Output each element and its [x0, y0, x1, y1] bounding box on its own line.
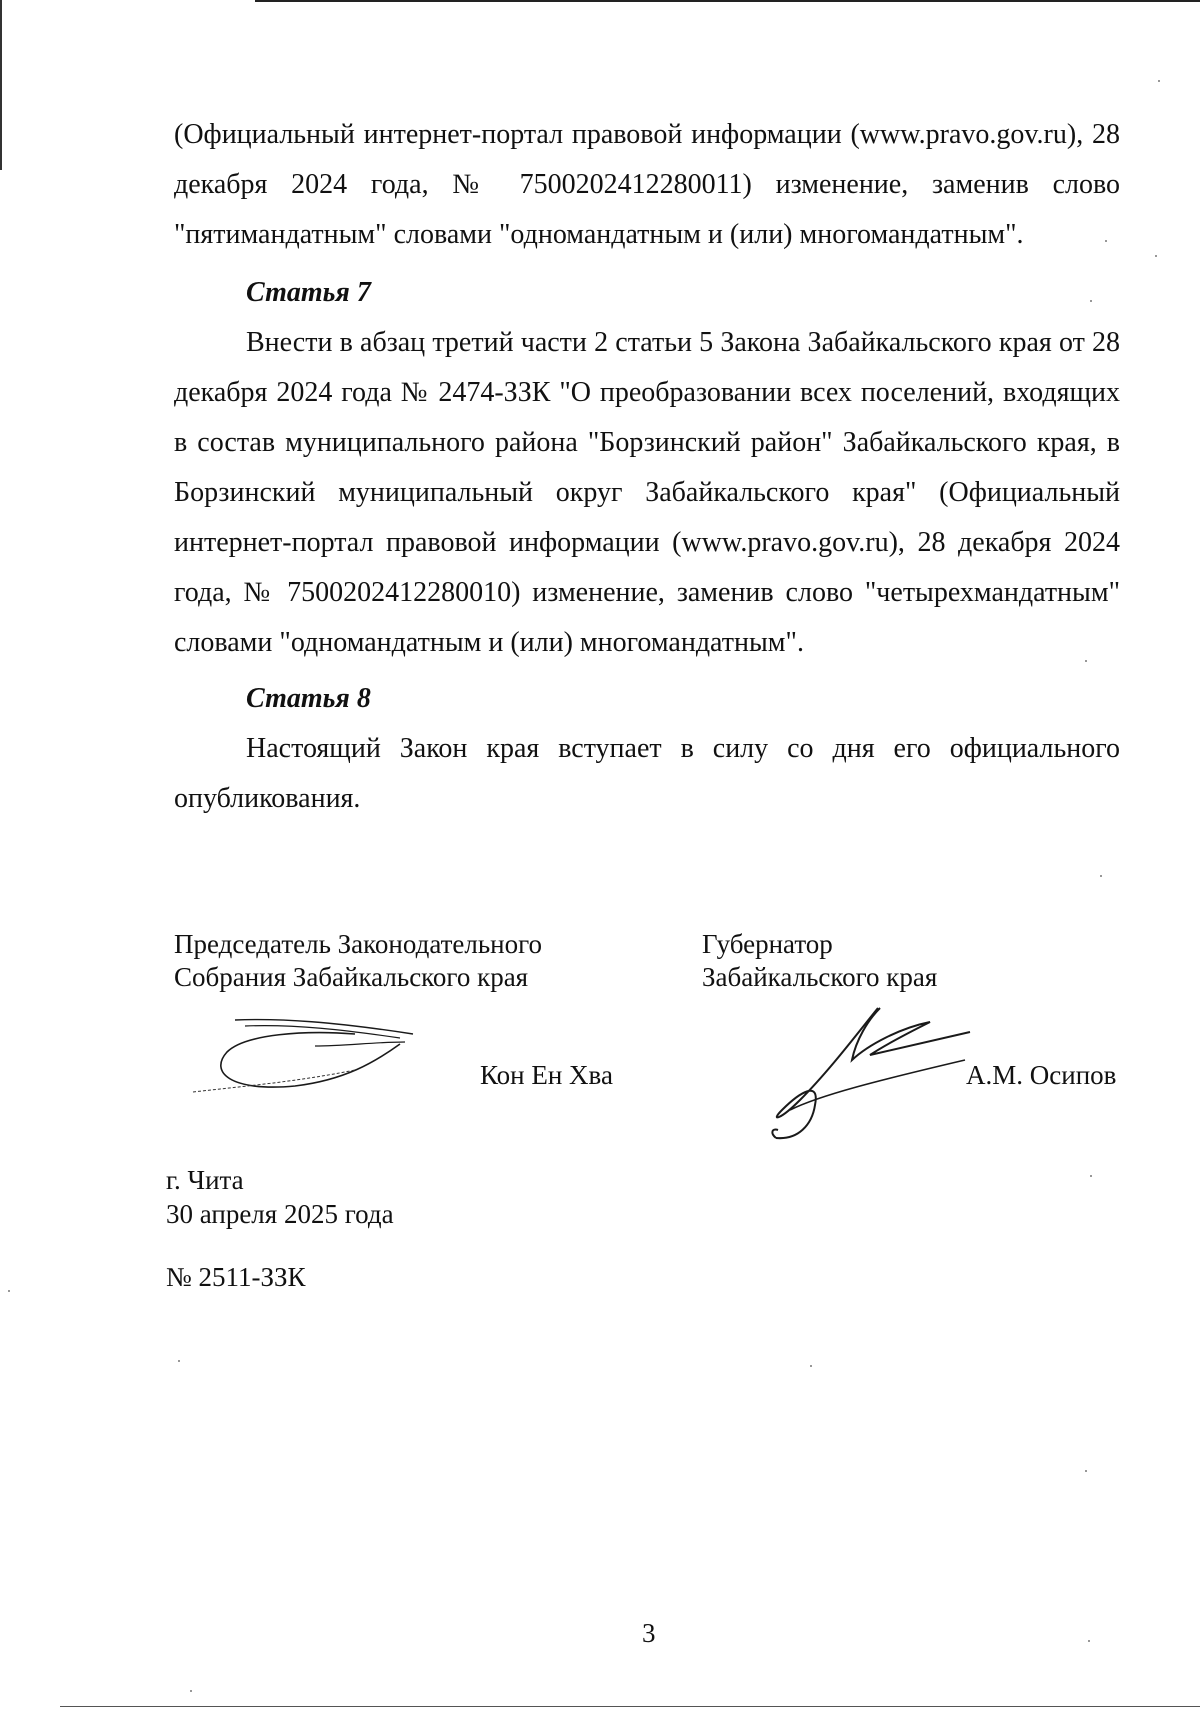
left-signatory-name: Кон Ен Хва	[480, 1060, 613, 1090]
left-scan-edge	[0, 0, 2, 170]
article-7-text: Внести в абзац третий части 2 статьи 5 Закона Забайкальского края от 28 декабря 2024 года № 2474-ЗЗК "О преобразовании всех поселений, входящих в состав муниципального района "Борзинский район" Забайкальского края, в Борзинский муниципальный округ Забайкальского края" (Официальный интернет-портал правовой информации (www.pravo.gov.ru), 28 декабря 2024 года, № 7500202412280010) изменение, заменив слово "четырехмандатным" словами "одномандатным и (или) многомандатным".	[174, 327, 1120, 658]
signing-date: 30 апреля 2025 года	[166, 1199, 394, 1229]
left-handwritten-signature	[185, 1012, 425, 1112]
top-scan-edge	[255, 0, 1200, 2]
bottom-scan-edge	[60, 1706, 1200, 1707]
city-label: г. Чита	[166, 1165, 244, 1195]
left-signatory-title-line1: Председатель Законодательного	[174, 929, 543, 959]
left-signatory-title-line2: Собрания Забайкальского края	[174, 962, 529, 992]
right-signatory-title-line1: Губернатор	[702, 929, 833, 959]
law-number: № 2511-ЗЗК	[166, 1262, 306, 1292]
intro-paragraph: (Официальный интернет-портал правовой информации (www.pravo.gov.ru), 28 декабря 2024 года, № 7500202412280011) изменение, заменив слово "пятимандатным" словами "одномандатным и (или) многомандатным".	[174, 119, 1120, 250]
page-number: 3	[642, 1618, 656, 1648]
article-8-heading: Статья 8	[246, 683, 371, 714]
right-handwritten-signature	[760, 1000, 980, 1145]
article-8-text: Настоящий Закон края вступает в силу со дня его официального опубликования.	[174, 733, 1120, 814]
right-signatory-title-line2: Забайкальского края	[702, 962, 938, 992]
article-7-heading: Статья 7	[246, 277, 371, 308]
right-signatory-name: А.М. Осипов	[966, 1060, 1117, 1090]
